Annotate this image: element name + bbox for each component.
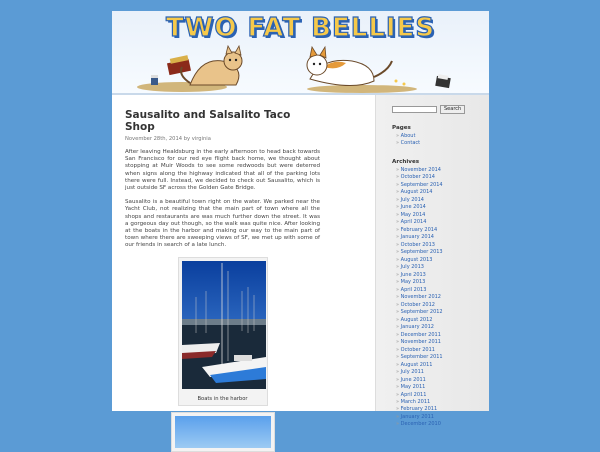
archive-link[interactable]: » October 2012: [396, 302, 489, 309]
archives-heading: Archives: [392, 158, 420, 165]
page-container: [112, 11, 489, 428]
pages-heading: Pages: [392, 125, 411, 131]
archive-link[interactable]: » April 2013: [396, 287, 489, 294]
site-header: [112, 11, 489, 95]
image-caption: Boats in the harbor: [197, 395, 248, 402]
search-form: [392, 105, 489, 114]
archive-link[interactable]: » December 2010: [396, 421, 489, 428]
archive-link[interactable]: » August 2013: [396, 257, 489, 264]
archive-link[interactable]: » October 2011: [396, 347, 489, 354]
archive-link[interactable]: » October 2014: [396, 174, 489, 181]
archive-link[interactable]: » August 2011: [396, 362, 489, 369]
archive-link[interactable]: » May 2013: [396, 279, 489, 286]
archive-link[interactable]: » January 2011: [396, 414, 489, 421]
archive-link[interactable]: » May 2011: [396, 384, 489, 391]
header-illustration: [112, 31, 489, 95]
search-button[interactable]: Search: [440, 105, 465, 114]
archive-link[interactable]: » October 2013: [396, 242, 489, 249]
archive-link[interactable]: » September 2012: [396, 309, 489, 316]
search-input[interactable]: [392, 106, 437, 113]
archive-link[interactable]: » August 2014: [396, 189, 489, 196]
archives-list: [396, 167, 489, 429]
archive-link[interactable]: » July 2013: [396, 264, 489, 271]
archive-link[interactable]: » July 2011: [396, 369, 489, 376]
archive-link[interactable]: » June 2011: [396, 377, 489, 384]
archive-link[interactable]: » May 2014: [396, 212, 489, 219]
archive-link[interactable]: » November 2012: [396, 294, 489, 301]
archive-link[interactable]: » August 2012: [396, 317, 489, 324]
archive-link[interactable]: » March 2011: [396, 399, 489, 406]
archive-link[interactable]: » April 2011: [396, 392, 489, 399]
post-meta: November 28th, 2014 by virginia: [125, 136, 211, 142]
archive-link[interactable]: » December 2011: [396, 332, 489, 339]
post-paragraph: After leaving Healdsburg in the early afternoon to head back towards San Francisco for our red eye flight back home, we thought about stopping at Muir Woods to see some redwoods but were deterred when signs along the highway indicated that all of the parking lots there were full. Instead, we decided to check out Sausalito, which is just outside SF across the Golden Gate Bridge.: [125, 149, 320, 192]
archive-link[interactable]: » November 2014: [396, 167, 489, 174]
archive-link[interactable]: » February 2014: [396, 227, 489, 234]
main-content: [125, 109, 320, 452]
archive-link[interactable]: » July 2014: [396, 197, 489, 204]
archive-link[interactable]: » April 2014: [396, 219, 489, 226]
archive-link[interactable]: » June 2013: [396, 272, 489, 279]
archive-link[interactable]: » September 2011: [396, 354, 489, 361]
archive-link[interactable]: » January 2012: [396, 324, 489, 331]
sidebar: [375, 95, 489, 428]
archive-link[interactable]: » November 2011: [396, 339, 489, 346]
page-link-contact[interactable]: » Contact: [396, 140, 489, 147]
page-link-about[interactable]: » About: [396, 133, 489, 140]
post-title[interactable]: Sausalito and Salsalito Taco Shop: [125, 109, 291, 133]
site-title[interactable]: TWO FAT BELLIES: [165, 13, 436, 43]
second-post-image[interactable]: [171, 412, 275, 452]
archive-link[interactable]: » September 2014: [396, 182, 489, 189]
pages-list: [396, 133, 489, 148]
archive-link[interactable]: » September 2013: [396, 249, 489, 256]
post-paragraph: Sausalito is a beautiful town right on the water. We parked near the Yacht Club, not realizing that the main part of town where all the shops and restaurants are was much further down the street. It was a gorgeous day out though, so the walk was quite nice. After looking at the boats in the harbor and making our way to the main part of town where there are sweeping views of SF, we met up with some of our friends in search of a late lunch.: [125, 199, 320, 249]
archive-link[interactable]: » January 2014: [396, 234, 489, 241]
post-image-figure: [178, 257, 268, 406]
post-body: [125, 149, 320, 250]
archive-link[interactable]: » February 2011: [396, 406, 489, 413]
harbor-photo[interactable]: [182, 261, 266, 389]
archive-link[interactable]: » June 2014: [396, 204, 489, 211]
